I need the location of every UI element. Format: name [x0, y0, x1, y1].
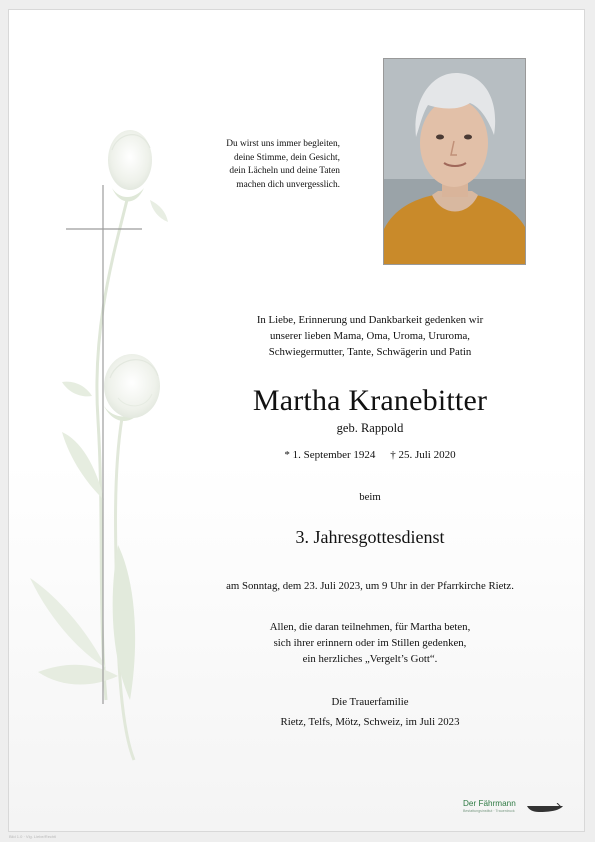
quote-line: deine Stimme, dein Gesicht,: [234, 152, 340, 163]
event-details: am Sonntag, dem 23. Juli 2023, um 9 Uhr in der Pfarrkirche Rietz.: [226, 580, 514, 592]
birth-date: * 1. September 1924: [284, 449, 376, 461]
brand-name: Der Fährmann: [463, 799, 516, 808]
intro-line: unserer lieben Mama, Oma, Uroma, Ururoma,: [270, 330, 470, 342]
brand-logo: [463, 799, 563, 821]
place-date: Rietz, Telfs, Mötz, Schweiz, im Juli 2023: [280, 716, 460, 728]
event-title: 3. Jahresgottesdienst: [295, 527, 445, 547]
portrait-illustration: [384, 59, 525, 264]
deceased-name: Martha Kranebitter: [252, 384, 488, 417]
footer-note: Bild 1.0 · Vlg. Liebe/Rechtl: [9, 834, 57, 839]
memorial-quote: [186, 138, 340, 192]
invitation-text: [180, 619, 560, 667]
intro-line: Schwiegermutter, Tante, Schwägerin und Patin: [268, 346, 472, 358]
boat-icon: [527, 803, 563, 813]
brand-tagline: Bestattungsinstitut · Trauerdruck: [463, 809, 515, 813]
quote-line: dein Lächeln und deine Taten: [229, 166, 340, 176]
invitation-line: sich ihrer erinnern oder im Stillen gedenken,: [273, 637, 467, 649]
intro-line: In Liebe, Erinnerung und Dankbarkeit gedenken wir: [256, 314, 484, 326]
life-dates: [180, 447, 560, 463]
quote-line: Du wirst uns immer begleiten,: [226, 139, 340, 149]
quote-line: machen dich unvergesslich.: [236, 179, 340, 190]
family-signature: Die Trauerfamilie: [331, 696, 409, 708]
birth-name: geb. Rappold: [336, 421, 404, 435]
intro-text: [180, 312, 560, 360]
invitation-line: ein herzliches „Vergelt’s Gott“.: [302, 653, 438, 665]
beim-label: beim: [359, 491, 381, 503]
death-date: † 25. Juli 2020: [390, 449, 456, 461]
portrait-photo: [383, 58, 526, 265]
invitation-line: Allen, die daran teilnehmen, für Martha beten,: [269, 621, 471, 633]
